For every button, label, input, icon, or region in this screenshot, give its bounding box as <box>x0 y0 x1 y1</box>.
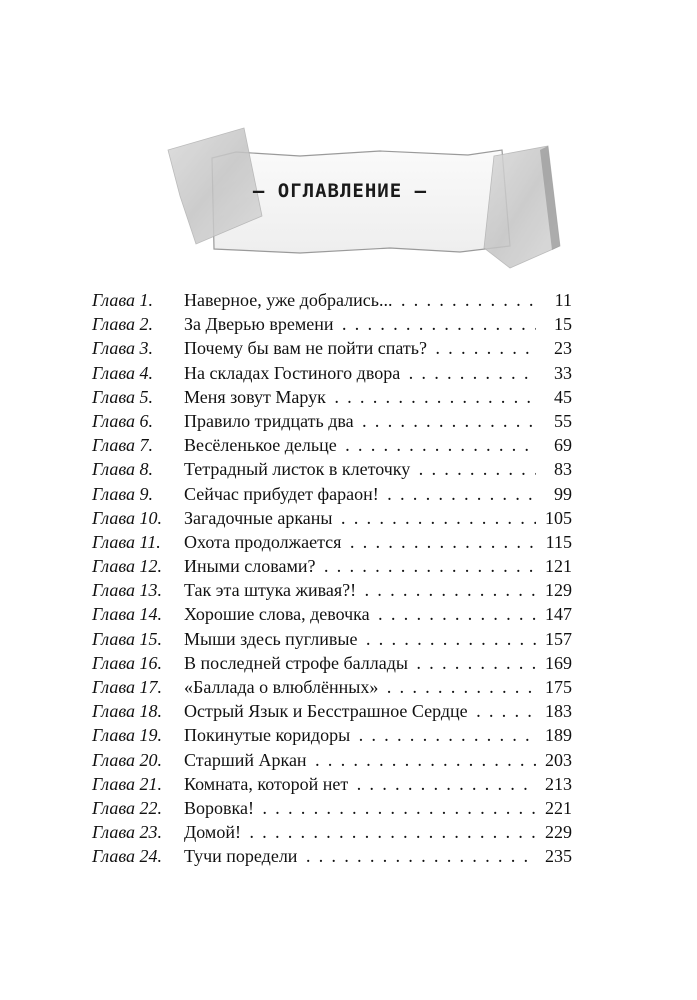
toc-row <box>92 796 572 820</box>
toc-row <box>92 433 572 457</box>
chapter-label: Глава 21. <box>92 773 163 794</box>
chapter-label: Глава 9. <box>92 483 154 504</box>
chapter-title-with-leader <box>184 844 536 869</box>
page-number: 69 <box>554 435 572 456</box>
chapter-title: Меня зовут Марук <box>184 386 326 407</box>
chapter-title: Сейчас прибудет фараон! <box>184 483 379 504</box>
chapter-label: Глава 13. <box>92 580 163 601</box>
toc-row <box>92 675 572 699</box>
chapter-title-with-leader <box>184 361 536 386</box>
toc-row <box>92 699 572 723</box>
chapter-title: На складах Гостиного двора <box>184 362 401 383</box>
toc-row <box>92 482 572 506</box>
chapter-title-with-leader <box>184 482 536 507</box>
chapter-label: Глава 4. <box>92 362 154 383</box>
page-number: 23 <box>554 338 572 359</box>
chapter-title: Комната, которой нет <box>184 773 349 794</box>
toc-row <box>92 627 572 651</box>
toc-row <box>92 385 572 409</box>
page-number: 235 <box>545 846 572 867</box>
chapter-title: Хорошие слова, девочка <box>184 604 370 625</box>
chapter-title-with-leader <box>184 336 536 361</box>
chapter-label: Глава 14. <box>92 604 163 625</box>
chapter-title: Правило тридцать два <box>184 410 354 431</box>
chapter-title: Иными словами? <box>184 556 316 577</box>
chapter-label: Глава 19. <box>92 725 163 746</box>
chapter-label: Глава 3. <box>92 338 154 359</box>
chapter-title-with-leader <box>184 457 536 482</box>
page-title: – ОГЛАВЛЕНИЕ – <box>252 180 428 202</box>
chapter-label: Глава 11. <box>92 531 161 552</box>
chapter-title: В последней строфе баллады <box>184 652 408 673</box>
chapter-title: Так эта штука живая?! <box>184 580 357 601</box>
page-number: 157 <box>545 628 572 649</box>
chapter-label: Глава 7. <box>92 435 154 456</box>
chapter-title-with-leader <box>184 675 536 700</box>
chapter-title-with-leader <box>184 772 536 797</box>
chapter-label: Глава 6. <box>92 410 154 431</box>
toc-row <box>92 361 572 385</box>
page-number: 229 <box>545 822 572 843</box>
page-number: 121 <box>545 556 572 577</box>
toc-row <box>92 772 572 796</box>
chapter-label: Глава 17. <box>92 677 163 697</box>
chapter-title: Охота продолжается <box>184 531 342 552</box>
chapter-title-with-leader <box>184 312 536 337</box>
chapter-title-with-leader <box>184 409 536 434</box>
toc-row <box>92 530 572 554</box>
chapter-title-with-leader <box>184 699 536 724</box>
toc-row <box>92 457 572 481</box>
chapter-label: Глава 5. <box>92 386 154 407</box>
chapter-title: Воровка! <box>184 797 254 818</box>
page-number: 55 <box>554 410 572 431</box>
chapter-title-with-leader <box>184 796 536 821</box>
page-number: 99 <box>554 483 572 504</box>
chapter-title: Домой! <box>184 822 241 843</box>
page-number: 213 <box>545 773 572 794</box>
chapter-title-with-leader <box>184 530 536 555</box>
chapter-label: Глава 2. <box>92 314 154 335</box>
page-number: 45 <box>554 386 572 407</box>
page-number: 33 <box>554 362 572 383</box>
chapter-title-with-leader <box>184 506 536 531</box>
page-number: 221 <box>545 797 572 818</box>
toc-row <box>92 748 572 772</box>
toc-row <box>92 409 572 433</box>
chapter-title: Загадочные арканы <box>184 507 333 528</box>
chapter-title: Старший Аркан <box>184 749 307 770</box>
toc-row <box>92 820 572 844</box>
chapter-title: Весёленькое дельце <box>184 435 337 456</box>
chapter-title-with-leader <box>184 433 536 458</box>
chapter-label: Глава 24. <box>92 846 163 867</box>
chapter-label: Глава 18. <box>92 701 163 722</box>
page-number: 105 <box>545 507 572 528</box>
chapter-title: Тетрадный листок в клеточку <box>184 459 411 480</box>
chapter-title-with-leader <box>184 578 536 603</box>
chapter-label: Глава 10. <box>92 507 163 528</box>
toc-row <box>92 312 572 336</box>
chapter-label: Глава 23. <box>92 822 163 843</box>
page-number: 15 <box>554 314 572 335</box>
page-number: 203 <box>545 749 572 770</box>
chapter-title: За Дверью времени <box>184 314 334 335</box>
page-number: 183 <box>545 701 572 722</box>
chapter-title-with-leader <box>184 820 536 845</box>
chapter-title-with-leader <box>184 602 536 627</box>
page-number: 169 <box>545 652 572 673</box>
chapter-title: Покинутые коридоры <box>184 725 351 746</box>
header-banner <box>0 0 697 300</box>
page-number: 147 <box>545 604 572 625</box>
chapter-title-with-leader <box>184 723 536 748</box>
chapter-label: Глава 16. <box>92 652 163 673</box>
page-number: 83 <box>554 459 572 480</box>
page-number: 129 <box>545 580 572 601</box>
chapter-title-with-leader <box>184 748 536 773</box>
chapter-title: Мыши здесь пугливые <box>184 628 358 649</box>
page-number: 175 <box>545 677 572 697</box>
toc-row <box>92 554 572 578</box>
chapter-title: Наверное, уже добрались... <box>184 290 393 310</box>
chapter-title-with-leader <box>184 288 536 313</box>
chapter-label: Глава 12. <box>92 556 163 577</box>
table-of-contents <box>92 288 572 869</box>
toc-row <box>92 844 572 868</box>
toc-row <box>92 506 572 530</box>
chapter-title-with-leader <box>184 554 536 579</box>
toc-row <box>92 602 572 626</box>
page-number: 115 <box>545 531 572 552</box>
chapter-title: Тучи поредели <box>184 846 298 867</box>
toc-row <box>92 651 572 675</box>
paper-tape-graphic <box>0 0 697 300</box>
page-number: 189 <box>545 725 572 746</box>
toc-row <box>92 723 572 747</box>
chapter-label: Глава 22. <box>92 797 163 818</box>
chapter-label: Глава 8. <box>92 459 154 480</box>
chapter-title-with-leader <box>184 385 536 410</box>
chapter-title-with-leader <box>184 651 536 676</box>
toc-row <box>92 578 572 602</box>
chapter-label: Глава 1. <box>92 290 154 310</box>
chapter-title: Острый Язык и Бесстрашное Сердце <box>184 701 468 722</box>
toc-row <box>92 336 572 360</box>
chapter-label: Глава 20. <box>92 749 163 770</box>
chapter-title-with-leader <box>184 627 536 652</box>
chapter-title: Почему бы вам не пойти спать? <box>184 338 427 359</box>
chapter-label: Глава 15. <box>92 628 163 649</box>
toc-row <box>92 288 572 312</box>
chapter-title: «Баллада о влюблённых» <box>184 677 379 697</box>
page-number: 11 <box>554 290 572 310</box>
